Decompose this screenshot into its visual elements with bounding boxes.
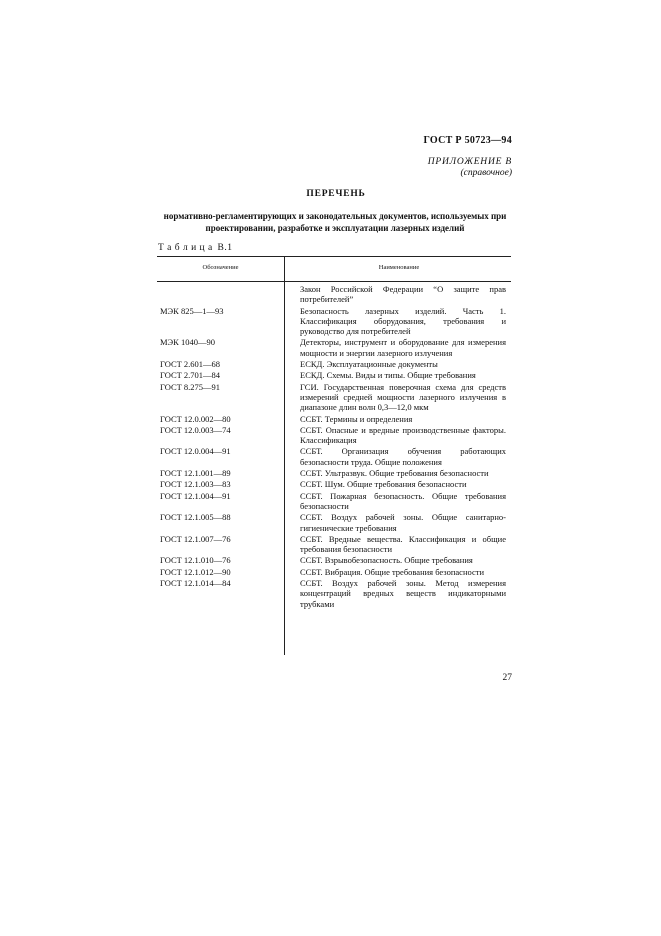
table-row [157,491,513,512]
row-name: Детекторы, инструмент и оборудование для измерения мощности и энергии лазерного излучения [300,337,506,358]
table-row [157,446,513,467]
row-name: Безопасность лазерных изделий. Часть 1. Классификация оборудования, требования и руководство для потребителей [300,305,506,337]
row-name: ЕСКД. Схемы. Виды и типы. Общие требования [300,370,476,381]
standard-number: ГОСТ Р 50723—94 [423,135,512,146]
table-row [157,479,513,489]
row-designation [157,284,300,305]
table-label [158,243,232,253]
appendix-title: ПРИЛОЖЕНИЕ В [427,157,512,167]
row-designation: ГОСТ 12.1.005—88 [160,512,231,523]
row-name: ССБТ. Шум. Общие требования безопасности [300,479,467,490]
row-designation: ГОСТ 12.1.001—89 [160,468,231,479]
table-row [157,284,513,305]
table-row [157,337,513,358]
row-name: ССБТ. Термины и определения [300,413,413,424]
table-row [157,555,513,565]
row-designation: ГОСТ 12.0.004—91 [160,446,231,457]
row-name: ЕСКД. Эксплуатационные документы [300,359,438,370]
row-designation: ГОСТ 2.701—84 [160,370,221,381]
row-designation: МЭК 1040—90 [160,337,215,348]
table-header-rule [157,281,511,282]
row-designation: ГОСТ 12.1.010—76 [160,555,231,566]
row-name: ССБТ. Пожарная безопасность. Общие требования безопасности [300,490,506,511]
table-row [157,382,513,413]
row-name: ССБТ. Взрывобезопасность. Общие требования [300,555,473,566]
table-row [157,512,513,533]
row-designation: ГОСТ 12.1.012—90 [160,566,231,577]
row-designation: ГОСТ 12.1.004—91 [160,490,231,501]
table-row [157,306,513,337]
table-row [157,534,513,555]
row-name: Закон Российской Федерации “О защите прав потребителей” [300,284,506,305]
table-label-text: Т а б л и ц а [158,243,213,253]
row-designation: МЭК 825—1—93 [160,305,224,316]
row-designation: ГОСТ 12.0.003—74 [160,424,231,435]
table-body [157,284,513,610]
row-name: ССБТ. Организация обучения работающих безопасности труда. Общие положения [300,446,506,467]
table-number: В.1 [217,243,233,253]
row-designation: ГОСТ 8.275—91 [160,381,221,392]
row-designation: ГОСТ 12.1.007—76 [160,533,231,544]
row-name: ГСИ. Государственная поверочная схема для средств измерений средней мощности лазерного излучения в диапазоне длин волн 0,3—12,0 мкм [300,381,506,413]
row-name: ССБТ. Вибрация. Общие требования безопасности [300,566,484,577]
row-designation: ГОСТ 2.601—68 [160,359,221,370]
row-designation: ГОСТ 12.1.014—84 [160,578,231,589]
table-row [157,578,513,609]
list-title: ПЕРЕЧЕНЬ [306,189,366,199]
table-row [157,425,513,446]
table-row [157,567,513,577]
column-header-name: Наименование [378,264,420,271]
row-designation: ГОСТ 12.1.003—83 [160,479,231,490]
row-name: ССБТ. Вредные вещества. Классификация и общие требования безопасности [300,533,506,555]
table-row [157,370,513,380]
table-row [157,468,513,478]
appendix-kind: (справочное) [460,168,512,178]
row-name: ССБТ. Ультразвук. Общие требования безопасности [300,468,489,479]
table-row [157,359,513,369]
table-top-rule [157,256,511,257]
row-designation: ГОСТ 12.0.002—80 [160,413,231,424]
column-header-designation: Обозначение [202,264,239,271]
page-number: 27 [502,673,512,683]
row-name: ССБТ. Воздух рабочей зоны. Метод измерения концентраций вредных веществ индикаторными трубками [300,578,506,609]
table-row [157,414,513,424]
list-subtitle: нормативно-регламентирующих и законодательных документов, используемых при проектировании, разработке и эксплуатации лазерных изделий [163,211,507,233]
row-name: ССБТ. Опасные и вредные производственные факторы. Классификация [300,424,506,446]
row-name: ССБТ. Воздух рабочей зоны. Общие санитарно-гигиенические требования [300,512,506,533]
